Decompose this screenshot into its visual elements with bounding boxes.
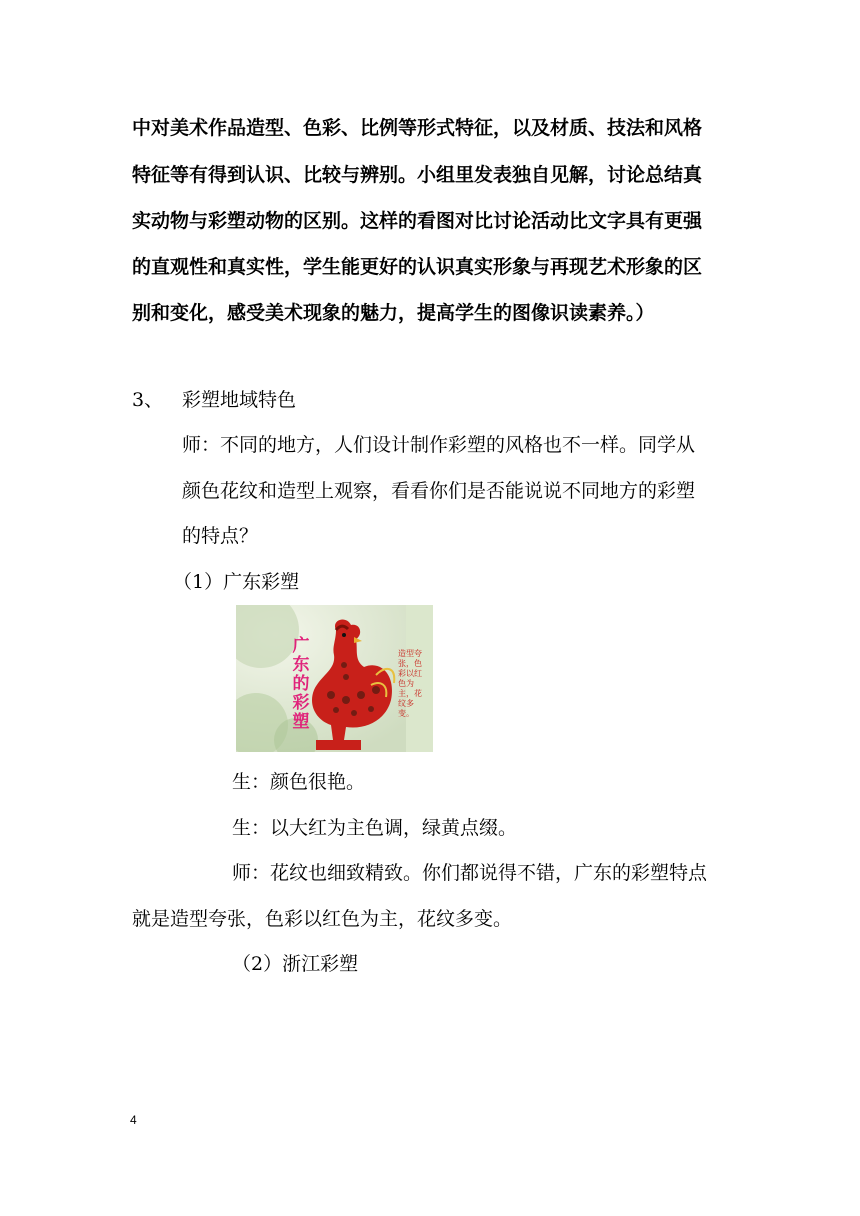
subsection-1-label: （1）广东彩塑 — [173, 571, 300, 593]
student-answer-1: 生：颜色很艳。 — [232, 771, 366, 793]
teacher-intro-line-2: 颜色花纹和造型上观察，看看你们是否能说说不同地方的彩塑 — [182, 480, 696, 502]
teacher-intro-line-1: 师：不同的地方，人们设计制作彩塑的风格也不一样。同学从 — [182, 434, 696, 456]
paragraph-line-2: 特征等有得到认识、比较与辨别。小组里发表独自见解，讨论总结真 — [132, 164, 703, 186]
paragraph-line-5: 别和变化，感受美术现象的魅力，提高学生的图像识读素养。） — [132, 302, 655, 324]
image-side-text: 造型夸张，色彩以红色为主，花纹多变。 — [398, 649, 422, 718]
section-number: 3、 — [132, 389, 164, 411]
paragraph-line-4: 的直观性和真实性，学生能更好的认识真实形象与再现艺术形象的区 — [132, 256, 703, 278]
teacher-summary-line-1: 师：花纹也细致精致。你们都说得不错，广东的彩塑特点 — [232, 862, 708, 884]
guangdong-sculpture-image — [236, 605, 433, 752]
subsection-2-label: （2）浙江彩塑 — [232, 953, 359, 975]
teacher-summary-line-2: 就是造型夸张，色彩以红色为主，花纹多变。 — [132, 908, 513, 930]
paragraph-line-3: 实动物与彩塑动物的区别。这样的看图对比讨论活动比文字具有更强 — [132, 210, 703, 232]
teacher-intro-line-3: 的特点？ — [182, 525, 259, 547]
student-answer-2: 生：以大红为主色调，绿黄点缀。 — [232, 817, 518, 839]
section-title: 彩塑地域特色 — [182, 389, 297, 411]
page-number: 4 — [130, 1113, 137, 1127]
image-title: 广东的彩塑 — [292, 636, 310, 732]
paragraph-line-1: 中对美术作品造型、色彩、比例等形式特征，以及材质、技法和风格 — [132, 117, 703, 139]
